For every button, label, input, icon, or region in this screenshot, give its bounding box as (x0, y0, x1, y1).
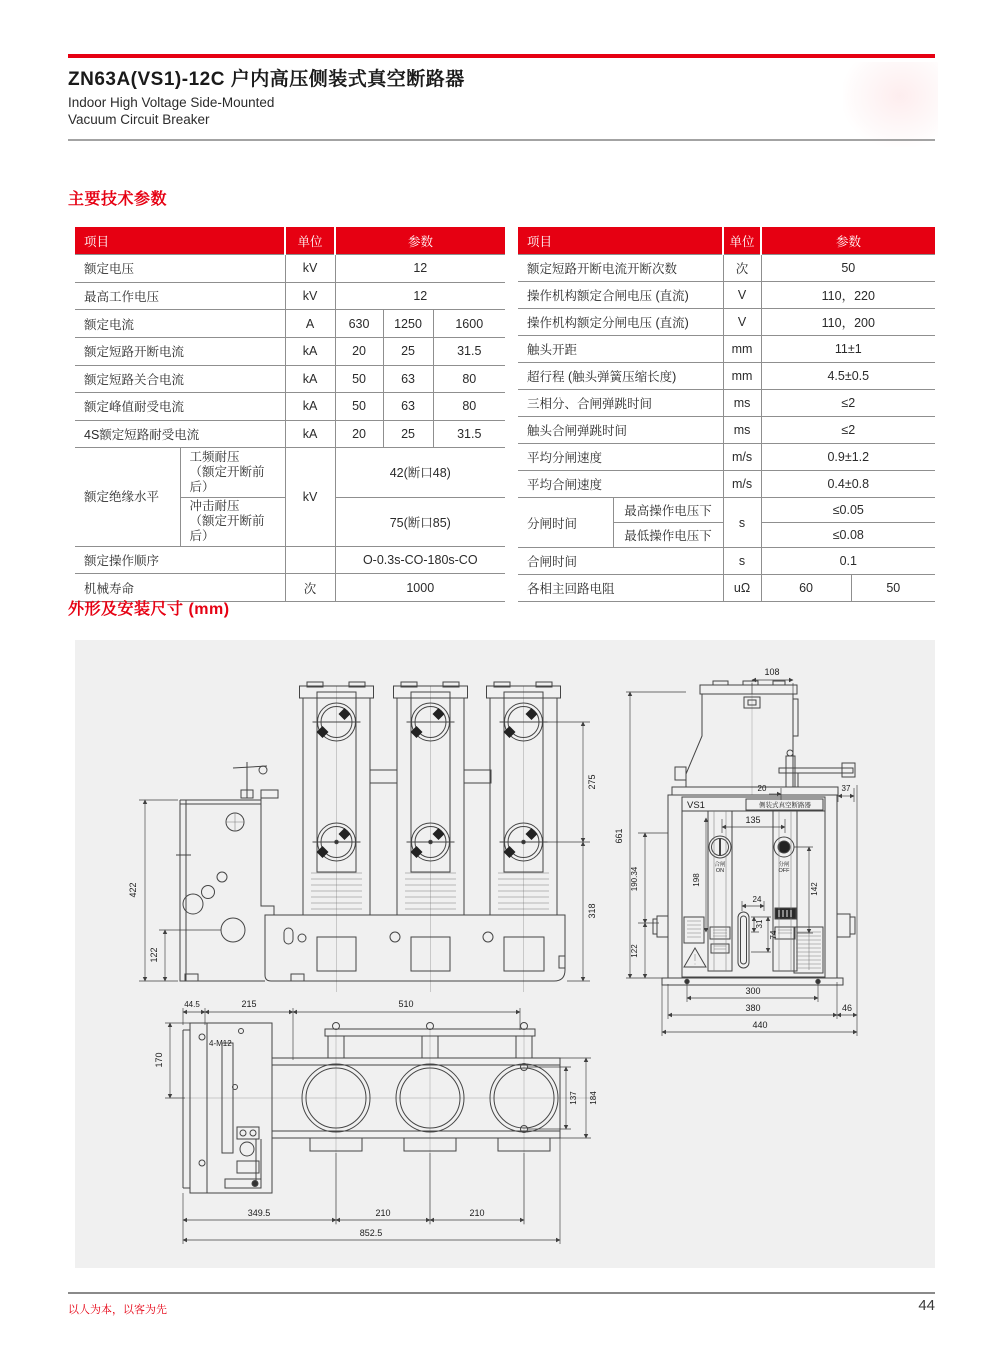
column-header-unit: 单位 (285, 227, 335, 255)
parameter-tables (75, 227, 935, 602)
table-row (75, 365, 505, 393)
table-row (518, 444, 935, 471)
cell-item: 额定电流 (75, 310, 285, 338)
cell-item-group: 额定绝缘水平 (75, 448, 180, 546)
cell-value: 31.5 (433, 337, 505, 365)
parameters-table-right (518, 227, 935, 602)
cell-unit: mm (723, 336, 761, 363)
dim-661: 661 (614, 828, 624, 844)
label-close-zh: 合闸 (714, 862, 726, 868)
technical-drawings (75, 640, 935, 1268)
cell-item-sub (180, 497, 285, 546)
dim-37: 37 (841, 784, 851, 793)
dim-440: 440 (752, 1020, 768, 1030)
dim-122: 122 (149, 947, 159, 963)
dim-422: 422 (128, 882, 138, 898)
dim-300: 300 (745, 986, 761, 996)
cell-value: 25 (383, 337, 433, 365)
label-close-en: ON (715, 868, 725, 874)
cell-value: 12 (335, 255, 505, 283)
cell-value: 63 (383, 365, 433, 393)
cell-unit: ms (723, 417, 761, 444)
cell-unit: kV (285, 255, 335, 283)
cell-unit: mm (723, 363, 761, 390)
cell-value: ≤0.08 (761, 523, 935, 548)
cell-value: 25 (383, 420, 433, 448)
cell-item: 平均分闸速度 (518, 444, 723, 471)
cell-unit: s (723, 548, 761, 575)
table-row (75, 448, 505, 497)
cell-line2: （额定开断前后） (189, 514, 265, 544)
dim-135: 135 (745, 815, 761, 825)
cell-item: 触头开距 (518, 336, 723, 363)
cell-item: 机械寿命 (75, 574, 285, 602)
cell-value: 1250 (383, 310, 433, 338)
dim-184: 184 (589, 1091, 598, 1105)
top-accent-bar (68, 54, 935, 58)
dim-44-5: 44.5 (184, 1000, 200, 1009)
page-subtitle-line1: Indoor High Voltage Side-Mounted (68, 95, 275, 110)
dimension-drawings-panel (75, 640, 935, 1268)
cell-item: 最高工作电压 (75, 282, 285, 310)
dim-190-34: 190.34 (630, 866, 639, 892)
parameters-table-left (75, 227, 505, 602)
cell-line2: （额定开断前后） (189, 464, 265, 494)
cell-unit: kA (285, 365, 335, 393)
column-header-item: 项目 (518, 227, 723, 255)
label-product-name: 侧装式真空断路器 (759, 802, 811, 809)
cell-unit: uΩ (723, 575, 761, 602)
header-divider (68, 139, 935, 141)
cell-value: 110，200 (761, 309, 935, 336)
table-row (75, 393, 505, 421)
cell-item: 额定操作顺序 (75, 546, 285, 574)
cell-value: O-0.3s-CO-180s-CO (335, 546, 505, 574)
cell-item: 额定短路开断电流 (75, 337, 285, 365)
cell-value: 0.4±0.8 (761, 471, 935, 498)
section-heading-parameters: 主要技术参数 (68, 191, 168, 208)
cell-value: ≤0.05 (761, 498, 935, 523)
cell-value: 1000 (335, 574, 505, 602)
cell-value: 12 (335, 282, 505, 310)
table-header-row (518, 227, 935, 255)
dim-46: 46 (841, 1003, 853, 1013)
dim-20: 20 (757, 784, 767, 793)
cell-item: 额定电压 (75, 255, 285, 283)
dim-210a: 210 (375, 1208, 391, 1218)
cell-item: 额定峰值耐受电流 (75, 393, 285, 421)
cell-unit (285, 546, 335, 574)
dim-510: 510 (398, 999, 414, 1009)
cell-item: 操作机构额定合闸电压 (直流) (518, 282, 723, 309)
cell-value: 11±1 (761, 336, 935, 363)
cell-value: 0.1 (761, 548, 935, 575)
cell-value: 75(断口85) (335, 497, 505, 546)
cell-unit: s (723, 498, 761, 548)
cell-value: 63 (383, 393, 433, 421)
section-heading-dimensions: 外形及安装尺寸 (mm) (68, 601, 230, 618)
cell-item-group: 分闸时间 (518, 498, 613, 548)
cell-item-sub: 最高操作电压下 (613, 498, 723, 523)
cell-value: 80 (433, 365, 505, 393)
dim-852-5: 852.5 (359, 1228, 383, 1238)
dim-108: 108 (764, 667, 780, 677)
cell-unit: kA (285, 337, 335, 365)
cell-value: 20 (335, 420, 383, 448)
column-header-item: 项目 (75, 227, 285, 255)
dim-137: 137 (569, 1091, 578, 1105)
cell-item: 平均合闸速度 (518, 471, 723, 498)
label-model: VS1 (687, 800, 705, 811)
cell-value: ≤2 (761, 390, 935, 417)
dim-74: 74 (769, 930, 778, 940)
dim-198: 198 (692, 873, 701, 887)
dim-349-5: 349.5 (247, 1208, 271, 1218)
column-header-value: 参数 (335, 227, 505, 255)
cell-value: 60 (761, 575, 851, 602)
cell-value: 50 (761, 255, 935, 282)
table-row (518, 255, 935, 282)
table-row (518, 390, 935, 417)
cell-value: ≤2 (761, 417, 935, 444)
cell-value: 80 (433, 393, 505, 421)
table-row (75, 255, 505, 283)
dim-170: 170 (154, 1052, 164, 1068)
cell-unit: m/s (723, 471, 761, 498)
table-row (518, 282, 935, 309)
dim-318: 318 (587, 903, 597, 919)
cell-value: 110，220 (761, 282, 935, 309)
cell-value: 0.9±1.2 (761, 444, 935, 471)
cell-value: 20 (335, 337, 383, 365)
cell-value: 1600 (433, 310, 505, 338)
cell-value: 50 (851, 575, 935, 602)
cell-value: 50 (335, 393, 383, 421)
cell-item: 4S额定短路耐受电流 (75, 420, 285, 448)
table-row (75, 282, 505, 310)
watermark-logo (843, 62, 938, 147)
cell-unit: kA (285, 393, 335, 421)
cell-item-sub: 最低操作电压下 (613, 523, 723, 548)
cell-unit: 次 (285, 574, 335, 602)
cell-item: 超行程 (触头弹簧压缩长度) (518, 363, 723, 390)
plan-view-drawing (154, 999, 598, 1244)
table-row (518, 498, 935, 523)
cell-unit: ms (723, 390, 761, 417)
table-row (518, 363, 935, 390)
page-number: 44 (918, 1297, 935, 1314)
cell-value: 50 (335, 365, 383, 393)
table-row (75, 420, 505, 448)
table-row (518, 336, 935, 363)
cell-item-sub (180, 448, 285, 497)
cell-item: 合闸时间 (518, 548, 723, 575)
label-open-en: OFF (778, 868, 790, 874)
page-subtitle-line2: Vacuum Circuit Breaker (68, 112, 210, 127)
cell-item: 三相分、合闸弹跳时间 (518, 390, 723, 417)
cell-unit: V (723, 282, 761, 309)
label-bolt-spec: 4-M12 (209, 1039, 232, 1048)
dim-142: 142 (810, 882, 819, 896)
table-row (75, 310, 505, 338)
cell-item: 额定短路关合电流 (75, 365, 285, 393)
page-subtitle (68, 94, 274, 128)
table-row (518, 309, 935, 336)
dim-31: 31 (755, 919, 764, 929)
dim-380: 380 (745, 1003, 761, 1013)
cell-line1: 工频耐压 (189, 449, 240, 464)
front-view-drawing (128, 682, 597, 992)
page-title: ZN63A(VS1)-12C 户内高压侧装式真空断路器 (68, 69, 465, 90)
column-header-unit: 单位 (723, 227, 761, 255)
cell-line1: 冲击耐压 (189, 499, 240, 514)
table-row (518, 548, 935, 575)
table-row (518, 417, 935, 444)
table-row (518, 471, 935, 498)
dim-275: 275 (587, 774, 597, 790)
side-view-drawing (614, 667, 857, 1036)
cell-value: 4.5±0.5 (761, 363, 935, 390)
dim-24: 24 (752, 895, 762, 904)
table-row (75, 337, 505, 365)
cell-unit: kV (285, 282, 335, 310)
footer-divider (68, 1292, 935, 1294)
cell-item: 触头合闸弹跳时间 (518, 417, 723, 444)
cell-unit: m/s (723, 444, 761, 471)
label-open-zh: 分闸 (778, 862, 790, 868)
dim-122-side: 122 (630, 944, 639, 958)
cell-item: 额定短路开断电流开断次数 (518, 255, 723, 282)
dim-210b: 210 (469, 1208, 485, 1218)
cell-unit: 次 (723, 255, 761, 282)
table-header-row (75, 227, 505, 255)
table-row (75, 546, 505, 574)
cell-value: 42(断口48) (335, 448, 505, 497)
cell-item: 各相主回路电阻 (518, 575, 723, 602)
cell-unit: kV (285, 448, 335, 546)
dim-215: 215 (241, 999, 257, 1009)
footer-slogan: 以人为本，以客为先 (68, 1304, 167, 1316)
cell-unit: A (285, 310, 335, 338)
cell-unit: kA (285, 420, 335, 448)
cell-item: 操作机构额定分闸电压 (直流) (518, 309, 723, 336)
table-row (518, 575, 935, 602)
cell-value: 31.5 (433, 420, 505, 448)
cell-unit: V (723, 309, 761, 336)
cell-value: 630 (335, 310, 383, 338)
column-header-value: 参数 (761, 227, 935, 255)
